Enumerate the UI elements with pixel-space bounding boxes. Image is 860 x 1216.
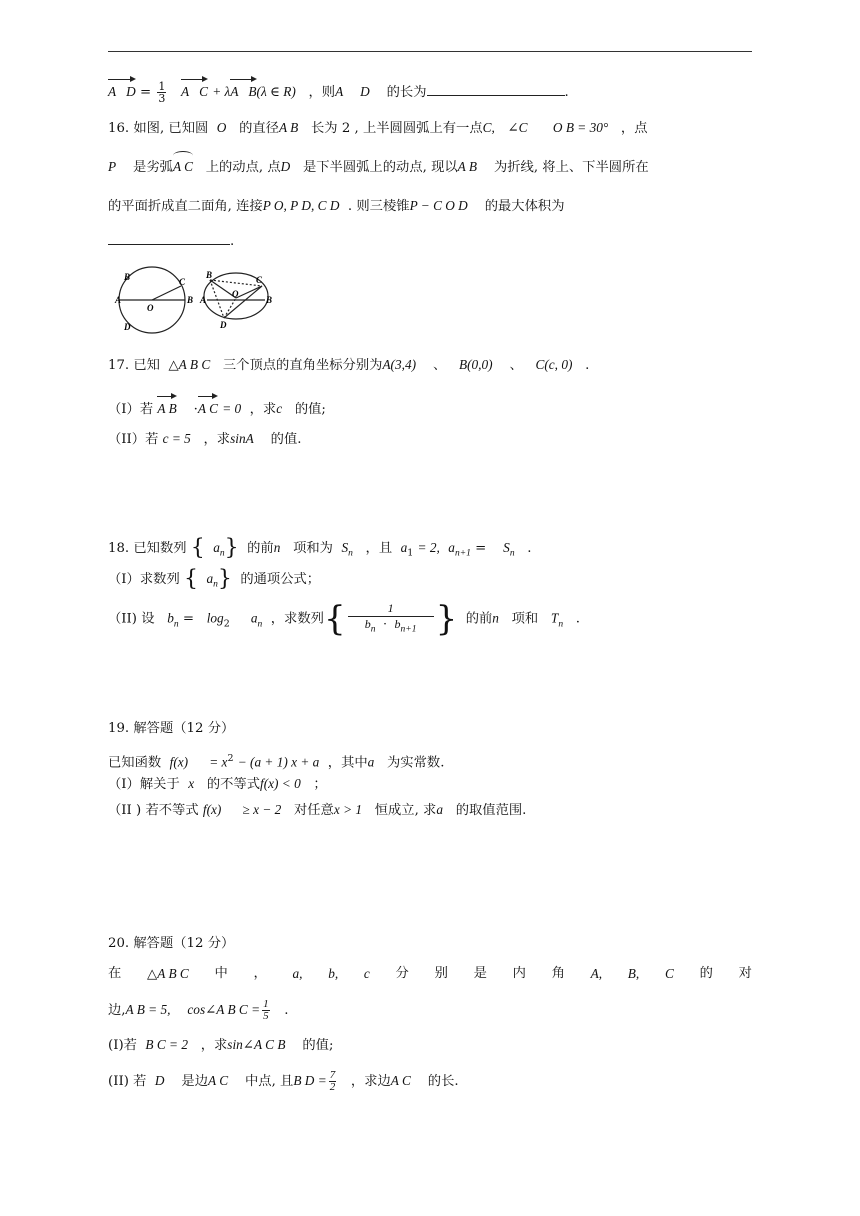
- header-rule: [108, 51, 752, 52]
- q16-line-1: 16. 如图, 已知圆 O 的直径A B 长为 2 , 上半圆圆弧上有一点C, ∠C O B = 30° ，点: [108, 120, 648, 136]
- vector-AB: A B: [157, 395, 176, 419]
- q20-line-1: 在 △A B C 中 ， a, b, c 分 别 是 内 角 A, B, C 的 对: [108, 966, 752, 981]
- label-B-2: B: [266, 295, 273, 305]
- label-O: O: [147, 303, 154, 313]
- q20-part-1: (I)若 B C = 2 ，求sin∠A C B 的值;: [108, 1037, 334, 1053]
- label-C: C: [179, 277, 186, 287]
- label-O-2: O: [232, 289, 239, 299]
- arc-AC: A C: [173, 157, 193, 177]
- label-B-top: B: [124, 272, 131, 282]
- label-C-2: C: [256, 275, 263, 285]
- vector-AD: A D: [108, 78, 136, 102]
- q17-part-1: （I）若 A B ·A C = 0 ，求c 的值;: [108, 395, 326, 420]
- q19-title: 19. 解答题（12 分）: [108, 721, 235, 736]
- q16-line-4: .: [108, 232, 234, 252]
- label-A-2: A: [200, 295, 207, 305]
- fraction-seven-halves: $\frac{7}{2}$: [329, 1069, 336, 1093]
- q18-part-1: （I）求数列 { $a_n$} 的通项公式；: [108, 566, 321, 592]
- q18-line-1: 18. 已知数列 { $a_n$} 的前n 项和为 $S_n$ ，且 $a_1 = 2$, $a_{n+1}$ = $S_n$ .: [108, 535, 532, 561]
- vector-AC: A C: [198, 395, 218, 419]
- label-B-top-2: B: [206, 270, 213, 280]
- sequence-brace: { $\frac{1}{b_n \cdot b_{n+1}}$ }: [323, 599, 458, 640]
- q17-line-1: 17. 已知 △A B C 三个顶点的直角坐标分别为A(3,4) 、 B(0,0) 、 C(c, 0) .: [108, 357, 590, 373]
- q15-tail-line: A D = $\frac{1}{3}$ A C + λA B(λ ∈ R) ，则A D 的长为 .: [108, 80, 569, 105]
- vector-AB: A B: [230, 78, 256, 102]
- q17-part-2: （II）若 c = 5 ，求sinA 的值.: [108, 431, 302, 447]
- vector-AC: A C: [181, 78, 208, 102]
- q19-part-2: （II ) 若不等式 f(x) ≥ x − 2 对任意x > 1 恒成立, 求a 的取值范围.: [108, 802, 527, 818]
- answer-blank: [108, 244, 230, 245]
- q18-part-2: （II) 设 $b_n$ = $\log_2$ $a_n$ ，求数列 { $\frac{1}{b_n \cdot b_{n+1}}$ } 的前n 项和 $T_n$ .: [108, 599, 580, 640]
- fraction-one-fifth: $\frac{1}{5}$: [263, 998, 269, 1022]
- fraction-1-over-bn-bn1: $\frac{1}{b_n \cdot b_{n+1}}$: [348, 601, 434, 637]
- q19-part-1: （I）解关于 x 的不等式f(x) < 0 ；: [108, 776, 327, 792]
- q20-title: 20. 解答题（12 分）: [108, 936, 235, 951]
- label-D: D: [124, 322, 131, 332]
- answer-blank: [427, 95, 565, 96]
- q16-line-2: P 是劣弧A C 上的动点, 点D 是下半圆弧上的动点, 现以A B 为折线, 将上、下半圆所在: [108, 159, 649, 175]
- q16-line-3: 的平面折成直二面角, 连接P O, P D, C D . 则三棱锥P − C O D 的最大体积为: [108, 198, 565, 214]
- label-B: B: [187, 295, 194, 305]
- q20-part-2: (II) 若 D 是边A C 中点, 且B D = $\frac{7}{2}$ ，求边A C 的长.: [108, 1069, 459, 1093]
- label-D-2: D: [220, 320, 227, 330]
- q16-figure: [112, 266, 284, 338]
- q20-line-2: 边,A B = 5, cos∠A B C = $\frac{1}{5}$ .: [108, 998, 289, 1022]
- fraction-one-third: $\frac{1}{3}$: [158, 80, 166, 105]
- q19-line-1: 已知函数 f(x) = $x^2 - (a + 1) x + a$ ，其中a 为实常数.: [108, 753, 445, 771]
- label-A: A: [115, 295, 122, 305]
